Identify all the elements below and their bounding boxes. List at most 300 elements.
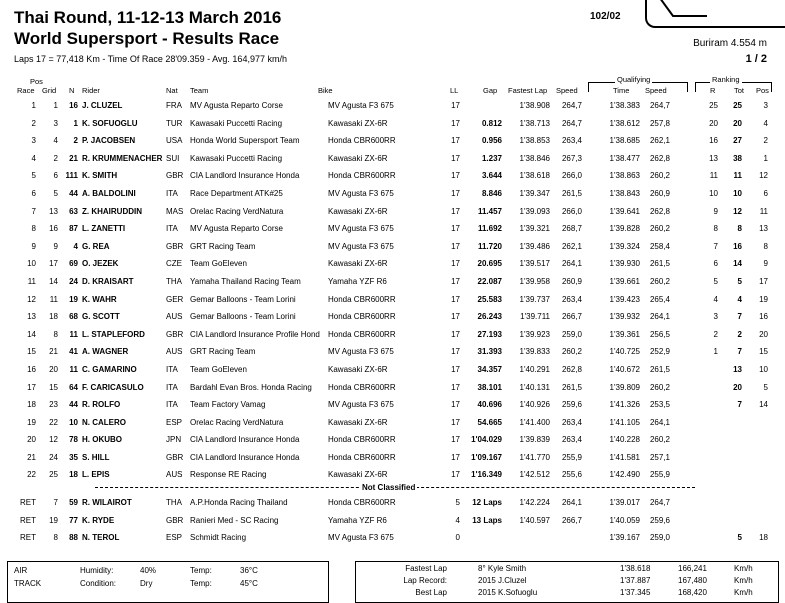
cell-num: 77 (69, 515, 78, 525)
result-row (0, 220, 785, 238)
track-temp-value: 45°C (240, 579, 258, 588)
cell-fl: 1'39.923 (519, 329, 550, 339)
circuit-length: Buriram 4.554 m (693, 38, 767, 49)
cell-qt: 1'40.672 (609, 364, 640, 374)
cell-gap: 11.720 (477, 241, 502, 251)
cell-qt: 1'38.685 (609, 136, 640, 146)
cell-nat: MAS (166, 206, 184, 216)
cell-name: R. WILAIROT (82, 498, 132, 507)
cell-rp: 8 (763, 241, 768, 251)
cell-sp: 263,4 (561, 417, 582, 427)
cell-race: 7 (31, 206, 36, 216)
cell-grid: 21 (49, 347, 58, 357)
cell-ll: 17 (451, 312, 460, 322)
cell-rp: 3 (763, 101, 768, 110)
cell-gap: 11.457 (477, 206, 502, 216)
cell-sp: 266,0 (561, 171, 582, 181)
cell-num: 44 (69, 188, 78, 198)
cell-fl: 1'39.321 (519, 224, 550, 234)
cell-qt: 1'38.863 (609, 171, 640, 181)
cell-qt: 1'39.641 (609, 206, 640, 216)
cell-ll: 17 (451, 206, 460, 216)
cell-grid: 6 (53, 171, 58, 181)
humidity-value: 40% (140, 566, 157, 575)
cell-qs: 264,7 (649, 101, 670, 110)
cell-gap: 34.357 (477, 364, 502, 374)
cell-ll: 17 (451, 153, 460, 163)
cell-num: 69 (69, 259, 78, 269)
cell-name: K. SMITH (82, 171, 118, 181)
cell-bike: Yamaha YZF R6 (328, 276, 387, 286)
cell-qs: 265,4 (649, 294, 670, 304)
cell-bike: MV Agusta F3 675 (328, 101, 394, 110)
cell-team: Schmidt Racing (190, 533, 247, 543)
cell-grid: 9 (53, 241, 58, 251)
cell-team: Yamaha Thailand Racing Team (190, 276, 301, 286)
cell-rr: 11 (709, 171, 718, 181)
cell-sp: 263,4 (561, 435, 582, 445)
cell-rp: 12 (759, 171, 768, 181)
classified-results (0, 97, 785, 484)
header-race: Race (17, 86, 35, 95)
header-qualifying: Qualifying (617, 75, 651, 84)
cell-rp: 13 (759, 224, 768, 234)
cell-rp: 1 (763, 153, 768, 163)
cell-race: 3 (31, 136, 36, 146)
cell-ll: 17 (451, 382, 460, 392)
cell-name: D. KRAISART (82, 276, 134, 286)
result-row (0, 97, 785, 115)
cell-gap: 1.237 (481, 153, 502, 163)
cell-bike: Kawasaki ZX-6R (328, 206, 388, 216)
cell-sp: 264,7 (561, 118, 582, 128)
cell-rt: 5 (737, 533, 742, 543)
lap-record-speed: 167,480 (678, 576, 707, 585)
cell-nat: GBR (166, 241, 184, 251)
cell-num: 87 (69, 224, 78, 234)
result-row (0, 291, 785, 309)
cell-grid: 25 (49, 470, 58, 480)
air-temp-value: 36°C (240, 566, 258, 575)
cell-nat: AUS (166, 470, 183, 480)
cell-num: 19 (69, 294, 78, 304)
cell-rr: 6 (713, 259, 718, 269)
cell-bike: Honda CBR600RR (328, 435, 396, 445)
header-nat: Nat (166, 86, 178, 95)
cell-num: 59 (69, 498, 78, 507)
cell-nat: GBR (166, 515, 184, 525)
track-temp-label: Temp: (190, 579, 212, 588)
best-lap-unit: Km/h (734, 588, 753, 597)
cell-sp: 255,9 (561, 452, 582, 462)
cell-rt: 4 (737, 294, 742, 304)
cell-bike: Honda CBR600RR (328, 498, 396, 507)
cell-bike: Kawasaki ZX-6R (328, 118, 388, 128)
cell-bike: MV Agusta F3 675 (328, 224, 394, 234)
cell-rr: 3 (713, 312, 718, 322)
cell-fl: 1'39.486 (519, 241, 550, 251)
header-rank-tot: Tot (734, 86, 745, 95)
fastest-lap-speed: 166,241 (678, 564, 707, 573)
cell-num: 41 (69, 347, 78, 357)
cell-bike: Honda CBR600RR (328, 382, 396, 392)
cell-fl: 1'41.770 (519, 452, 550, 462)
cell-num: 11 (69, 329, 78, 339)
cell-rp: 4 (763, 118, 768, 128)
cell-grid: 13 (49, 206, 58, 216)
cell-nat: ESP (166, 533, 183, 543)
cell-qt: 1'39.932 (609, 312, 640, 322)
cell-bike: Kawasaki ZX-6R (328, 153, 388, 163)
cell-ll: 17 (451, 435, 460, 445)
cell-bike: Yamaha YZF R6 (328, 515, 387, 525)
cell-rp: 17 (759, 276, 768, 286)
cell-qt: 1'39.361 (609, 329, 640, 339)
cell-grid: 8 (53, 329, 58, 339)
cell-sp: 260,9 (561, 276, 582, 286)
cell-rp: 11 (759, 206, 768, 216)
cell-grid: 17 (49, 259, 58, 269)
cell-num: 78 (69, 435, 78, 445)
cell-fl: 1'42.224 (519, 498, 550, 507)
cell-sp: 266,0 (561, 206, 582, 216)
result-row (0, 529, 785, 547)
cell-rr: 4 (713, 294, 718, 304)
logo-icon (647, 0, 785, 26)
best-lap-time: 1'37.345 (620, 588, 651, 597)
cell-rp: 14 (759, 400, 768, 410)
lap-record-unit: Km/h (734, 576, 753, 585)
cell-rt: 10 (733, 188, 742, 198)
cell-rt: 2 (737, 329, 742, 339)
cell-gap: 38.101 (477, 382, 502, 392)
cell-rr: 13 (709, 153, 718, 163)
cell-race: 10 (27, 259, 36, 269)
cell-fl: 1'39.347 (519, 188, 550, 198)
cell-grid: 7 (53, 498, 58, 507)
cell-race: RET (20, 498, 36, 507)
not-classified-results (0, 494, 785, 547)
cell-name: R. KRUMMENACHER (82, 153, 163, 163)
result-row (0, 361, 785, 379)
result-row (0, 449, 785, 467)
cell-qt: 1'39.930 (609, 259, 640, 269)
cell-nat: ESP (166, 417, 183, 427)
cell-num: 64 (69, 382, 78, 392)
cell-qs: 260,2 (649, 276, 670, 286)
cell-nat: THA (166, 498, 182, 507)
cell-qs: 256,5 (649, 329, 670, 339)
result-row (0, 512, 785, 530)
cell-race: 11 (27, 276, 36, 286)
cell-name: G. REA (82, 241, 110, 251)
cell-grid: 4 (53, 136, 58, 146)
header-bike: Bike (318, 86, 333, 95)
result-row (0, 255, 785, 273)
cell-num: 2 (73, 136, 78, 146)
cell-rr: 1 (713, 347, 718, 357)
result-row (0, 431, 785, 449)
air-temp-label: Temp: (190, 566, 212, 575)
cell-rp: 20 (759, 329, 768, 339)
fastest-lap-detail: 8° Kyle Smith (478, 564, 527, 573)
cell-ll: 5 (455, 498, 460, 507)
cell-sp: 259,6 (561, 400, 582, 410)
cell-team: GRT Racing Team (190, 347, 256, 357)
cell-gap: 20.695 (477, 259, 502, 269)
cell-name: H. OKUBO (82, 435, 122, 445)
cell-sp: 262,1 (561, 241, 582, 251)
cell-bike: MV Agusta F3 675 (328, 347, 394, 357)
result-row (0, 308, 785, 326)
results-title: World Supersport - Results Race (14, 29, 280, 48)
header-pos: Pos (30, 77, 43, 86)
cell-nat: GBR (166, 171, 184, 181)
cell-nat: ITA (166, 364, 178, 374)
cell-name: C. GAMARINO (82, 364, 137, 374)
cell-num: 10 (69, 417, 78, 427)
cell-ll: 17 (451, 241, 460, 251)
header-q-speed: Speed (645, 86, 667, 95)
cell-rt: 7 (737, 312, 742, 322)
cell-bike: Honda CBR600RR (328, 452, 396, 462)
cell-bike: MV Agusta F3 675 (328, 533, 394, 543)
result-row (0, 115, 785, 133)
cell-team: Kawasaki Puccetti Racing (190, 153, 283, 163)
cell-qs: 260,2 (649, 224, 670, 234)
cell-qt: 1'41.326 (609, 400, 640, 410)
cell-bike: MV Agusta F3 675 (328, 241, 394, 251)
cell-ll: 17 (451, 276, 460, 286)
cell-fl: 1'38.618 (519, 171, 550, 181)
cell-race: 20 (27, 435, 36, 445)
cell-qs: 264,7 (649, 498, 670, 507)
cell-rt: 14 (733, 259, 742, 269)
cell-team: Honda World Supersport Team (190, 136, 300, 146)
cell-race: 5 (31, 171, 36, 181)
cell-fl: 1'39.833 (519, 347, 550, 357)
cell-qt: 1'39.809 (609, 382, 640, 392)
cell-rt: 25 (733, 101, 742, 110)
cell-ll: 17 (451, 171, 460, 181)
cell-rt: 8 (737, 224, 742, 234)
cell-grid: 5 (53, 188, 58, 198)
result-row (0, 326, 785, 344)
header-ll: LL (450, 86, 459, 95)
cell-num: 11 (69, 364, 78, 374)
cell-num: 35 (69, 452, 78, 462)
cell-fl: 1'38.908 (519, 101, 550, 110)
cell-qs: 264,1 (649, 312, 670, 322)
cell-sp: 263,4 (561, 294, 582, 304)
cell-rp: 19 (759, 294, 768, 304)
cell-sp: 262,8 (561, 364, 582, 374)
cell-qt: 1'42.490 (609, 470, 640, 480)
cell-team: MV Agusta Reparto Corse (190, 101, 283, 110)
header-rider: Rider (82, 86, 100, 95)
cell-name: O. JEZEK (82, 259, 119, 269)
cell-nat: THA (166, 276, 182, 286)
cell-num: 18 (69, 470, 78, 480)
cell-sp: 263,4 (561, 136, 582, 146)
header-grid: Grid (42, 86, 57, 95)
cell-rp: 5 (763, 382, 768, 392)
cell-grid: 18 (49, 312, 58, 322)
cell-bike: MV Agusta F3 675 (328, 188, 394, 198)
cell-qs: 262,8 (649, 206, 670, 216)
cell-num: 88 (69, 533, 78, 543)
lap-record-time: 1'37.887 (620, 576, 651, 585)
cell-grid: 8 (53, 533, 58, 543)
cell-nat: USA (166, 136, 183, 146)
cell-ll: 17 (451, 470, 460, 480)
cell-qt: 1'41.581 (609, 452, 640, 462)
cell-bike: Kawasaki ZX-6R (328, 364, 388, 374)
cell-grid: 23 (49, 400, 58, 410)
header-rank-pos: Pos (756, 86, 769, 95)
cell-team: Team GoEleven (190, 364, 247, 374)
cell-sp: 264,1 (561, 498, 582, 507)
cell-ll: 17 (451, 329, 460, 339)
not-classified-divider (0, 481, 785, 494)
cell-grid: 22 (49, 417, 58, 427)
cell-team: CIA Landlord Insurance Honda (190, 452, 300, 462)
cell-sp: 266,7 (561, 312, 582, 322)
cell-race: 18 (27, 400, 36, 410)
cell-ll: 17 (451, 294, 460, 304)
cell-ll: 17 (451, 101, 460, 110)
cell-name: A. WAGNER (82, 347, 129, 357)
cell-qt: 1'38.843 (609, 188, 640, 198)
weather-air-label: AIR (14, 566, 28, 575)
header-q-time: Time (613, 86, 630, 95)
cell-num: 44 (69, 400, 78, 410)
cell-gap: 8.846 (481, 188, 502, 198)
cell-rp: 16 (759, 312, 768, 322)
header-rank-r: R (710, 86, 716, 95)
cell-rt: 27 (733, 136, 742, 146)
cell-bike: Kawasaki ZX-6R (328, 470, 388, 480)
cell-nat: ITA (166, 400, 178, 410)
cell-nat: GBR (166, 329, 184, 339)
weather-box (7, 561, 329, 603)
header-fastest-lap: Fastest Lap (508, 86, 548, 95)
cell-qs: 253,5 (649, 400, 670, 410)
cell-ll: 4 (455, 515, 460, 525)
cell-qt: 1'38.612 (609, 118, 640, 128)
cell-bike: MV Agusta F3 675 (328, 400, 394, 410)
cell-sp: 261,5 (561, 188, 582, 198)
cell-fl: 1'39.737 (519, 294, 550, 304)
cell-race: 14 (27, 329, 36, 339)
cell-rt: 20 (733, 382, 742, 392)
cell-race: 2 (31, 118, 36, 128)
fastest-lap-time: 1'38.618 (620, 564, 651, 573)
cell-race: 9 (31, 241, 36, 251)
cell-nat: CZE (166, 259, 182, 269)
cell-rr: 20 (709, 118, 718, 128)
cell-rt: 20 (733, 118, 742, 128)
cell-rp: 18 (759, 533, 768, 543)
cell-bike: Honda CBR600RR (328, 294, 396, 304)
lap-record-label: Lap Record: (403, 576, 447, 585)
cell-qs: 252,9 (649, 347, 670, 357)
cell-name: K. WAHR (82, 294, 117, 304)
cell-rt: 7 (737, 347, 742, 357)
cell-nat: GBR (166, 452, 184, 462)
cell-team: CIA Landlord Insurance Honda (190, 435, 300, 445)
cell-name: S. HILL (82, 452, 110, 462)
cell-fl: 1'39.958 (519, 276, 550, 286)
cell-team: CIA Landlord Insurance Profile Hond (190, 329, 320, 339)
cell-nat: FRA (166, 101, 182, 110)
cell-race: RET (20, 515, 36, 525)
cell-qt: 1'39.423 (609, 294, 640, 304)
result-row (0, 185, 785, 203)
cell-nat: TUR (166, 118, 183, 128)
cell-grid: 24 (49, 452, 58, 462)
cell-gap: 22.087 (477, 276, 502, 286)
cell-grid: 19 (49, 515, 58, 525)
cell-fl: 1'39.093 (519, 206, 550, 216)
cell-gap: 11.692 (477, 224, 502, 234)
cell-rp: 2 (763, 136, 768, 146)
cell-grid: 1 (53, 101, 58, 110)
cell-fl: 1'38.713 (519, 118, 550, 128)
page-number: 1 / 2 (745, 53, 767, 65)
cell-num: 68 (69, 312, 78, 322)
cell-name: L. ZANETTI (82, 224, 126, 234)
cell-rr: 25 (709, 101, 718, 110)
cell-bike: Honda CBR600RR (328, 312, 396, 322)
cell-name: J. CLUZEL (82, 101, 123, 110)
cell-num: 4 (73, 241, 78, 251)
cell-gap: 1'09.167 (471, 452, 502, 462)
cell-qs: 262,8 (649, 153, 670, 163)
result-row (0, 203, 785, 221)
cell-bike: Kawasaki ZX-6R (328, 259, 388, 269)
document-number: 102/02 (590, 11, 621, 22)
header-team: Team (190, 86, 209, 95)
cell-race: RET (20, 533, 36, 543)
cell-race: 12 (27, 294, 36, 304)
cell-qs: 257,1 (649, 452, 670, 462)
cell-rr: 10 (709, 188, 718, 198)
cell-grid: 2 (53, 153, 58, 163)
result-row (0, 238, 785, 256)
cell-team: Team Factory Vamag (190, 400, 266, 410)
cell-sp: 259,0 (561, 329, 582, 339)
cell-race: 16 (27, 364, 36, 374)
cell-fl: 1'40.597 (519, 515, 550, 525)
cell-rt: 12 (733, 206, 742, 216)
cell-gap: 26.243 (477, 312, 502, 322)
cell-nat: GER (166, 294, 184, 304)
cell-qs: 260,9 (649, 188, 670, 198)
cell-team: Team GoEleven (190, 259, 247, 269)
cell-sp: 264,7 (561, 101, 582, 110)
cell-qt: 1'39.017 (609, 498, 640, 507)
cell-bike: Kawasaki ZX-6R (328, 417, 388, 427)
cell-num: 16 (69, 101, 78, 110)
cell-rt: 16 (733, 241, 742, 251)
cell-num: 111 (65, 171, 78, 181)
cell-gap: 31.393 (477, 347, 502, 357)
cell-sp: 266,7 (561, 515, 582, 525)
cell-num: 21 (69, 153, 78, 163)
cell-ll: 17 (451, 224, 460, 234)
cell-gap: 1'16.349 (471, 470, 502, 480)
